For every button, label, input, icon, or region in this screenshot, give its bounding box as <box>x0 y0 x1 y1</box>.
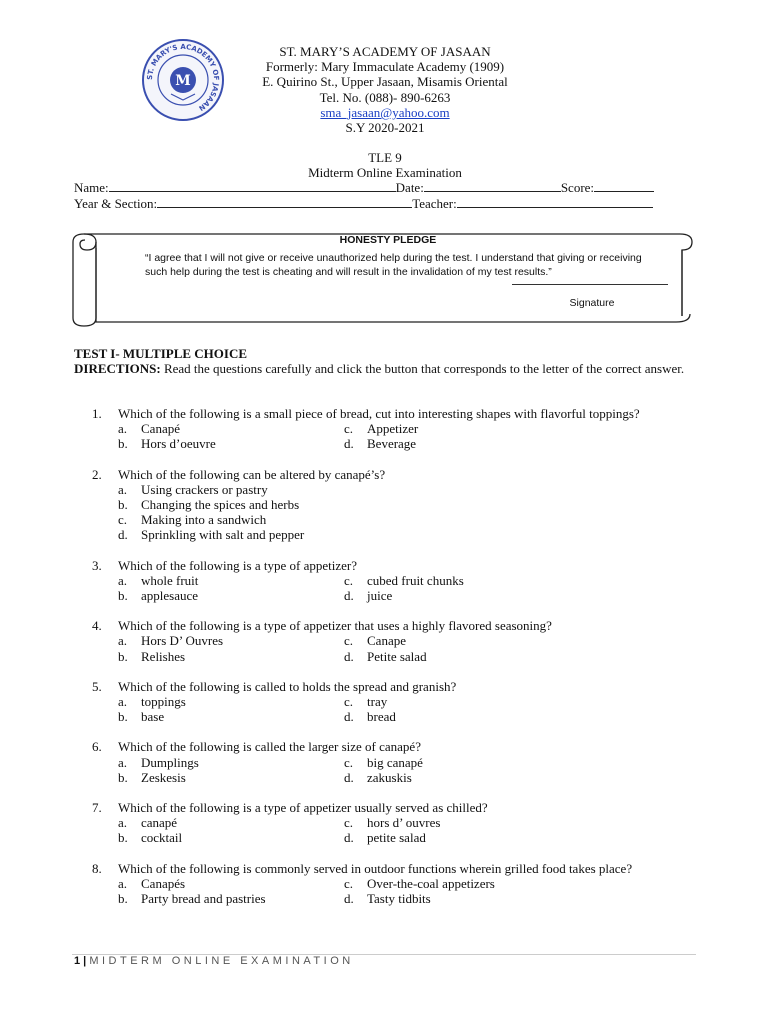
option-text: Party bread and pastries <box>141 891 266 907</box>
directions-text: Read the questions carefully and click the button that corresponds to the letter of the correct answer. <box>160 361 685 376</box>
answer-option[interactable] <box>344 436 604 451</box>
answer-options <box>118 815 704 845</box>
answer-options <box>118 876 704 906</box>
question-number: 6. <box>92 739 102 755</box>
question-1 <box>92 406 704 452</box>
option-letter: d. <box>118 527 128 543</box>
answer-options <box>118 755 704 785</box>
answer-options <box>118 633 704 663</box>
option-text: Beverage <box>367 436 417 452</box>
answer-option[interactable] <box>344 709 604 724</box>
teacher-blank[interactable] <box>457 196 653 208</box>
answer-option[interactable] <box>344 876 604 891</box>
option-letter: a. <box>118 421 128 437</box>
page-number: 1 <box>74 955 81 967</box>
answer-option[interactable] <box>344 421 604 436</box>
option-letter: a. <box>118 572 128 588</box>
question-list <box>92 406 704 921</box>
date-label: Date: <box>395 180 424 195</box>
option-letter: b. <box>118 769 128 785</box>
option-text: Dumplings <box>141 754 199 770</box>
question-number: 1. <box>92 406 102 421</box>
answer-option[interactable] <box>118 876 344 891</box>
answer-option[interactable] <box>344 830 604 845</box>
option-letter: c. <box>344 694 354 710</box>
option-text: Canape <box>367 633 406 649</box>
section-teacher-row <box>74 196 653 212</box>
question-number: 5. <box>92 678 102 694</box>
option-text: Hors d’oeuvre <box>141 436 216 452</box>
answer-option[interactable] <box>118 497 378 512</box>
subject-title: TLE 9 <box>368 150 402 165</box>
answer-option[interactable] <box>118 694 344 709</box>
answer-option[interactable] <box>118 512 378 527</box>
question-text: Which of the following is a type of appetizer that uses a highly flavored seasoning? <box>118 618 552 634</box>
question-text: Which of the following can be altered by canapé’s? <box>118 466 386 482</box>
option-text: base <box>141 709 165 725</box>
question-stem <box>92 861 704 876</box>
option-text: Zeskesis <box>141 769 186 785</box>
answer-option[interactable] <box>344 755 604 770</box>
option-letter: d. <box>344 588 354 604</box>
answer-option[interactable] <box>118 770 344 785</box>
answer-option[interactable] <box>344 573 604 588</box>
answer-option[interactable] <box>344 815 604 830</box>
answer-option[interactable] <box>118 588 344 603</box>
question-number: 8. <box>92 860 102 876</box>
email-row <box>150 105 620 120</box>
option-letter: d. <box>344 830 354 846</box>
signature-label: Signature <box>569 297 615 309</box>
option-letter: c. <box>344 815 354 831</box>
option-text: Canapés <box>141 875 186 891</box>
option-letter: b. <box>118 588 128 604</box>
answer-option[interactable] <box>344 694 604 709</box>
option-letter: a. <box>118 633 128 649</box>
option-text: bread <box>367 709 396 725</box>
question-stem <box>92 406 704 421</box>
email-link[interactable]: sma_jasaan@yahoo.com <box>320 105 450 120</box>
option-text: cubed fruit chunks <box>367 572 464 588</box>
option-letter: c. <box>118 512 128 528</box>
answer-option[interactable] <box>118 436 344 451</box>
pledge-title: HONESTY PLEDGE <box>339 234 437 246</box>
question-stem <box>92 679 704 694</box>
option-letter: c. <box>344 421 354 437</box>
option-letter: c. <box>344 875 354 891</box>
question-4 <box>92 618 704 664</box>
answer-option[interactable] <box>118 709 344 724</box>
footer-title: MIDTERM ONLINE EXAMINATION <box>89 955 354 967</box>
option-text: Hors D’ Ouvres <box>141 633 224 649</box>
school-year: S.Y 2020-2021 <box>345 120 425 135</box>
option-text: zakuskis <box>367 769 412 785</box>
option-text: cocktail <box>141 830 183 846</box>
question-2 <box>92 467 704 543</box>
footer-separator: | <box>80 955 90 967</box>
answer-option[interactable] <box>118 482 378 497</box>
question-text: Which of the following is called the larger size of canapé? <box>118 739 421 755</box>
question-5 <box>92 679 704 725</box>
answer-option[interactable] <box>344 588 604 603</box>
option-text: Tasty tidbits <box>367 891 431 907</box>
school-formerly: Formerly: Mary Immaculate Academy (1909) <box>265 59 505 74</box>
question-7 <box>92 800 704 846</box>
answer-option[interactable] <box>118 421 344 436</box>
option-letter: b. <box>118 497 128 513</box>
question-text: Which of the following is a type of appetizer? <box>118 557 357 573</box>
question-number: 3. <box>92 557 102 573</box>
option-text: Relishes <box>141 648 186 664</box>
option-letter: d. <box>344 436 354 452</box>
signature-line[interactable] <box>512 283 668 285</box>
school-address: E. Quirino St., Upper Jasaan, Misamis Oriental <box>262 74 508 89</box>
option-letter: a. <box>118 481 128 497</box>
question-number: 2. <box>92 466 102 482</box>
section-blank[interactable] <box>157 196 412 208</box>
option-text: Using crackers or pastry <box>141 481 268 497</box>
option-letter: a. <box>118 694 128 710</box>
question-6 <box>92 739 704 785</box>
option-letter: d. <box>344 709 354 725</box>
school-tel: Tel. No. (088)- 890-6263 <box>319 90 451 105</box>
answer-option[interactable] <box>344 649 604 664</box>
question-text: Which of the following is commonly served in outdoor functions wherein grilled food takes place? <box>118 860 633 876</box>
name-blank[interactable] <box>109 180 396 192</box>
date-blank[interactable] <box>424 180 561 192</box>
answer-option[interactable] <box>344 770 604 785</box>
option-text: tray <box>367 694 388 710</box>
section-label: Year & Section: <box>74 196 158 211</box>
option-letter: d. <box>344 648 354 664</box>
option-text: Making into a sandwich <box>141 512 267 528</box>
option-letter: d. <box>344 769 354 785</box>
option-text: hors d’ ouvres <box>367 815 441 831</box>
question-8 <box>92 861 704 907</box>
answer-options <box>118 573 704 603</box>
question-text: Which of the following is a small piece of bread, cut into interesting shapes with flavorful toppings? <box>118 406 640 421</box>
answer-options <box>118 421 704 451</box>
answer-option[interactable] <box>118 815 344 830</box>
answer-option[interactable] <box>118 755 344 770</box>
option-text: juice <box>367 588 393 604</box>
option-letter: b. <box>118 648 128 664</box>
pledge-text: “I agree that I will not give or receive unauthorized help during the test. I understand that giving or receiving such help during the test is cheating and will result in the invalidation of my test results.” <box>145 252 642 278</box>
svg-text:ST. MARY'S ACADEMY OF JASAAN: ST. MARY'S ACADEMY OF JASAAN <box>145 42 221 113</box>
answer-options <box>118 482 704 543</box>
teacher-label: Teacher: <box>412 196 457 211</box>
option-text: big canapé <box>367 754 423 770</box>
page-footer <box>74 955 354 967</box>
directions-label: DIRECTIONS: <box>74 361 161 376</box>
option-text: applesauce <box>141 588 199 604</box>
score-label: Score: <box>560 180 595 195</box>
option-text: canapé <box>141 815 178 831</box>
question-text: Which of the following is a type of appetizer usually served as chilled? <box>118 800 488 816</box>
name-date-score-row <box>74 180 654 196</box>
question-number: 7. <box>92 800 102 816</box>
question-text: Which of the following is called to holds the spread and granish? <box>118 678 457 694</box>
svg-text:M: M <box>175 73 191 89</box>
option-text: Petite salad <box>367 648 427 664</box>
option-text: Appetizer <box>367 421 419 437</box>
option-letter: b. <box>118 830 128 846</box>
answer-option[interactable] <box>344 891 604 906</box>
question-stem <box>92 558 704 573</box>
question-stem <box>92 467 704 482</box>
option-letter: b. <box>118 436 128 452</box>
option-text: Sprinkling with salt and pepper <box>141 527 305 543</box>
option-letter: c. <box>344 754 354 770</box>
option-text: Over-the-coal appetizers <box>367 875 495 891</box>
option-letter: a. <box>118 875 128 891</box>
test-title: TEST I- MULTIPLE CHOICE <box>74 346 248 361</box>
option-letter: b. <box>118 709 128 725</box>
answer-options <box>118 694 704 724</box>
option-letter: a. <box>118 815 128 831</box>
question-3 <box>92 558 704 604</box>
option-letter: c. <box>344 633 354 649</box>
option-text: Canapé <box>141 421 180 437</box>
question-stem <box>92 800 704 815</box>
answer-option[interactable] <box>118 649 344 664</box>
option-text: Changing the spices and herbs <box>141 497 300 513</box>
answer-option[interactable] <box>118 633 344 648</box>
option-text: whole fruit <box>141 572 199 588</box>
question-number: 4. <box>92 618 102 634</box>
answer-option[interactable] <box>118 527 378 542</box>
exam-title: Midterm Online Examination <box>308 165 462 180</box>
option-text: toppings <box>141 694 186 710</box>
option-letter: a. <box>118 754 128 770</box>
option-text: petite salad <box>367 830 426 846</box>
option-letter: d. <box>344 891 354 907</box>
directions <box>74 361 694 376</box>
option-letter: b. <box>118 891 128 907</box>
name-label: Name: <box>74 180 109 195</box>
answer-option[interactable] <box>118 830 344 845</box>
score-blank[interactable] <box>594 180 654 192</box>
answer-option[interactable] <box>344 633 604 648</box>
question-stem <box>92 618 704 633</box>
option-letter: c. <box>344 572 354 588</box>
question-stem <box>92 739 704 754</box>
school-name: ST. MARY’S ACADEMY OF JASAAN <box>279 44 491 59</box>
answer-option[interactable] <box>118 891 344 906</box>
answer-option[interactable] <box>118 573 344 588</box>
